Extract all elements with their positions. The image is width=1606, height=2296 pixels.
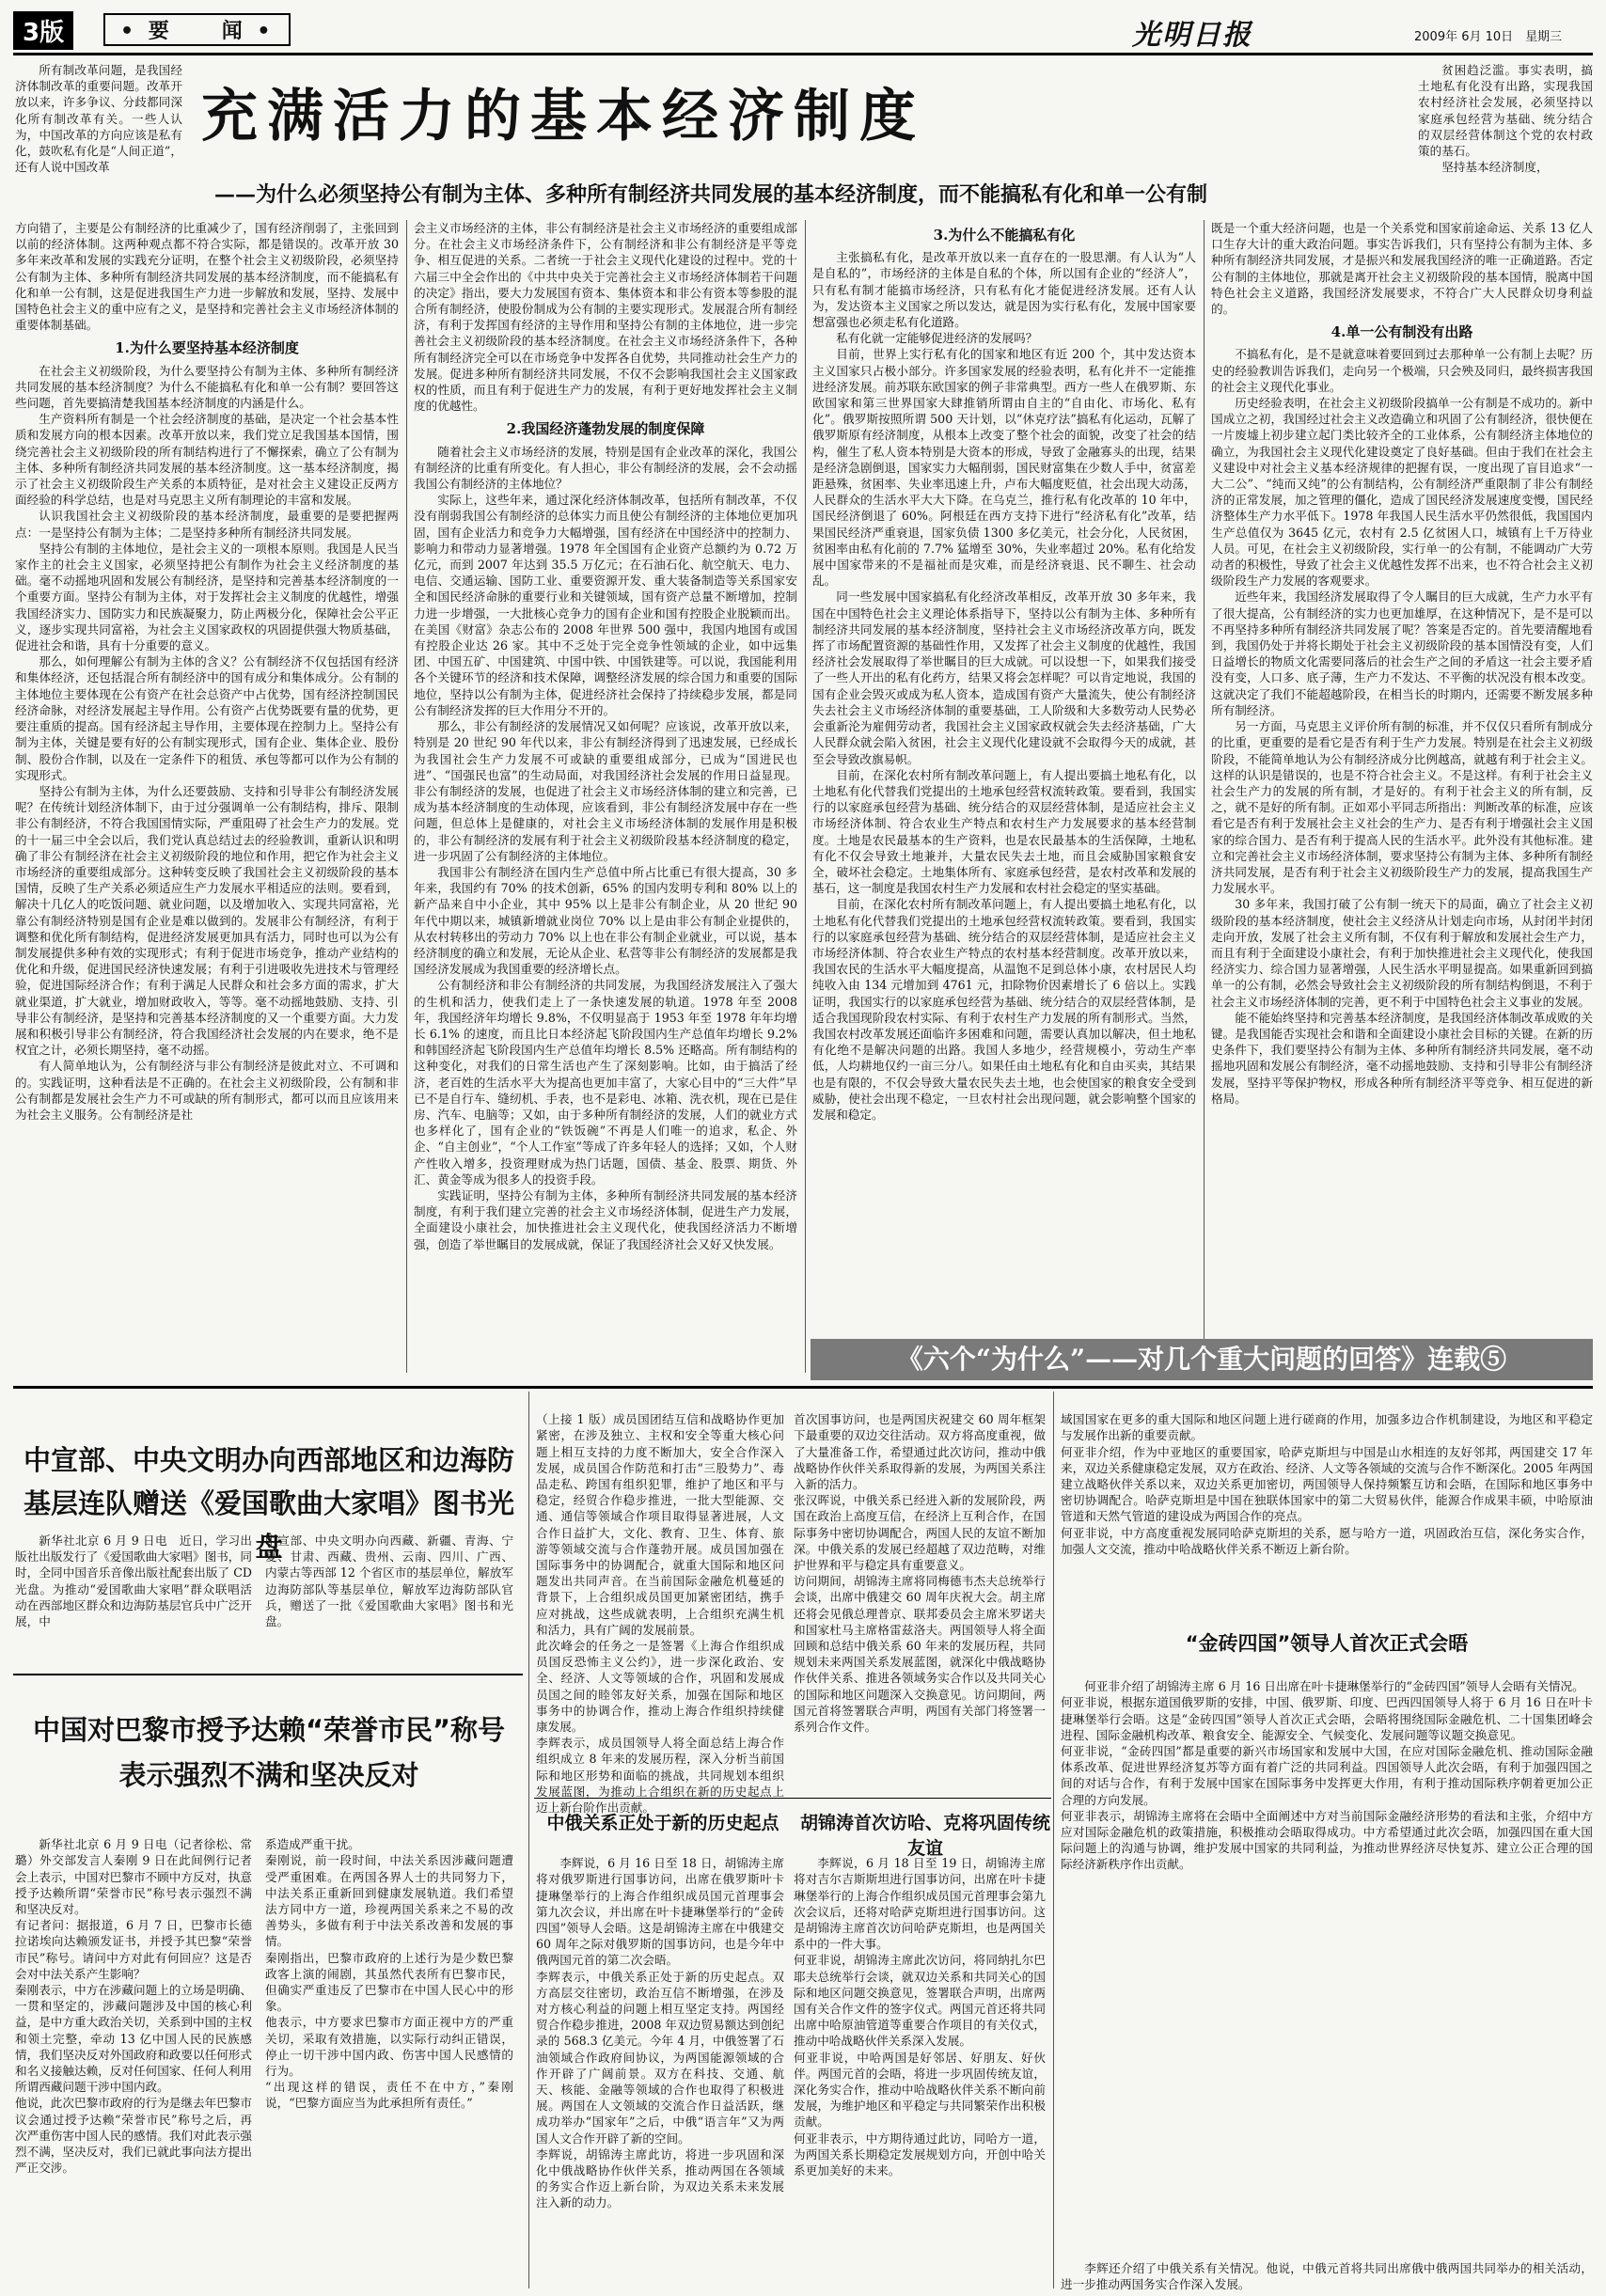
col2-paragraph: 那么，非公有制经济的发展情况又如何呢？应该说，改革开放以来，特别是 20 世纪 90 年代以来，非公有制经济得到了迅速发展，已经成长为我国社会生产力发展不可或缺的重要组成部分，已成为“国进民也进”、“国强民也富”的生动局面，对我国经济社会发展的作用日益显现。非公有制经济的发展，也促进了社会主义市场经济体制的建立和完善，已成为基本经济制度的生动体现，应该看到，非公有制经济发展中存在一些问题，但总体上是健康的，对社会主义市场经济体制的发展作用是积极的，非公有制经济的发展有利于社会主义初级阶段基本经济制度的稳定，进一步巩固了公有制经济的主体地位。 [414,719,797,863]
news3-col3 [1061,1395,1593,1619]
section-name: • 要 闻 • [103,13,291,46]
news1-title-line1: 中宣部、中央文明办向西部地区和边海防 [23,1444,514,1476]
col3-paragraph: 目前，世界上实行私有化的国家和地区有近 200 个，其中发达资本主义国家只占极小部分。许多国家发展的经验表明，私有化并不一定能推进经济发展。前苏联东欧国家的例子非常典型。西方一些人在俄罗斯、东欧国家和第三世界国家大肆推销所谓由自主的“自由化、市场化、私有化”。俄罗斯按照所谓 500 天计划，以“休克疗法”搞私有化运动，瓦解了俄罗斯原有经济制度，从根本上改变了整个社会的面貌，改变了社会的结构，催生了私人资本特别是大资本的形成，导致了金融寡头的出现，结果是经济急剧倒退，国家实力大幅削弱，国民财富集在少数人手中，贫富差距悬殊，贫困率、失业率迅速上升，卢布大幅度贬值，社会出现大动荡，人民群众的生活水平大大下降。在乌克兰，推行私有化改革的 10 年中，国民经济倒退了 60%。阿根廷在西方支持下进行“经济私有化”改革，结果国民经济严重衰退，国家负债 1300 多亿美元，社会分化，人民贫困，贫困率由私有化前的 7.7% 猛增至 30%，失业率超过 20%。私有化给发展中国家带来的不是福祉而是灾难，而是经济衰退、民不聊生、社会动乱。 [812,347,1196,589]
news4-body-end [1061,2260,1593,2290]
col3-paragraph: 目前，在深化农村所有制改革问题上，有人提出要搞土地私有化，以土地私有化代替我们党提出的土地承包经营权流转政策。要看到，我国实行的以家庭承包经营为基础、统分结合的双层经营体制，是适应社会主义市场经济体制、符合农业生产特点的农村基本经营制度。改革开放以来，我国农民的生活水平大幅度提高，从温饱不足到总体小康，农村居民人均纯收入由 134 元增加到 4761 元，扣除物价因素增长了 6 倍以上。实践证明，我国实行的以家庭承包经营为基础、统分结合的双层经营体制，是适合我国现阶段农村实际、有利于农村生产力发展的所有制形式。当然，我国农村改革发展还面临许多困难和问题，需要认真加以解决，但土地私有化绝不是解决问题的出路。我国人多地少，经营规模小，劳动生产率低，人均耕地仅约一亩三分八。如果任由土地私有化和自由买卖，其结果也是有限的，不仅会导致大量农民失去土地，也会使国家的粮食安全受到威胁，使社会出现不稳定，一旦农村社会出现问题，就会影响整个国家的发展和稳定。 [812,897,1196,1122]
col2-paragraph: 我国非公有制经济在国内生产总值中所占比重已有很大提高，30 多年来，我国约有 70% 的技术创新，65% 的国内发明专利和 80% 以上的新产品来自中小企业，其中 95% 以上是非公有制企业，从 20 世纪 90 年代中期以来，城镇新增就业岗位 70% 以上是由非公有制企业提供的，从农村转移出的劳动力 70% 以上也在非公有制企业就业，可以说，基本经济制度的确立和发展，无论从企业、私营等非公有制经济的发展都是我国经济发展成为我国重要的经济增长点。 [414,864,797,977]
feature-column-1 [15,220,399,1373]
col4-paragraph: 30 多年来，我国打破了公有制一统天下的局面，确立了社会主义初级阶段的基本经济制度，使社会主义经济从计划走向市场，从封闭半封闭走向开放，发展了社会主义所有制，不仅有利于解放和发展社会生产力，而且有利于全面建设小康社会，有利于加快推进社会主义现代化，使我国经济实力、综合国力显著增强，人民生活水平明显提高。如果重新回到搞单一的公有制，必然会导致社会主义初级阶段的所有制结构倒退，不利于社会主义市场经济体制的完善，更不利于中国特色社会主义事业的发展。 [1211,897,1593,1009]
news1-body-left [15,1533,252,1664]
news2-title-line2: 表示强烈不满和坚决反对 [118,1759,419,1791]
col4-paragraph: 能不能始终坚持和完善基本经济制度，是我国经济体制改革成败的关键。是我国能否实现社会和谐和全面建设小康社会目标的关键。在新的历史条件下，我们要坚持公有制为主体、多种所有制经济共同发展，毫不动摇地巩固和发展公有制经济，毫不动摇地鼓励、支持和引导非公有制经济发展，坚持平等保护物权，形成各种所有制经济平等竞争、相互促进的新格局。 [1211,1010,1593,1106]
news1-title-line2: 基层连队赠送《爱国歌曲大家唱》图书光盘 [23,1487,514,1563]
col1-paragraph: 坚持公有制的主体地位，是社会主义的一项根本原则。我国是人民当家作主的社会主义国家，必须坚持把公有制作为社会主义经济制度的基础。毫不动摇地巩固和发展公有制经济，是坚持和完善基本经济制度的一个重要方面。坚持公有制为主体，对于发挥社会主义制度的优越性，增强我国经济实力、国防实力和民族凝聚力，防止两极分化，保障社会公平正义，逐步实现共同富裕，为社会主义国家政权的巩固提供强大物质基础，促进社会和谐，具有十分重要的意义。 [15,541,399,653]
news2-title-line1: 中国对巴黎市授予达赖“荣誉市民”称号 [32,1714,506,1746]
feature-intro [15,62,182,218]
news4-paragraph: 何亚非介绍了胡锦涛主席 6 月 16 日出席在叶卡捷琳堡举行的“金砖四国”领导人会晤有关情况。 何亚非说，根据东道国俄罗斯的安排，中国、俄罗斯、印度、巴西四国领导人将于 6 月 16 日在叶卡捷琳堡举行会晤。这是“金砖四国”领导人首次正式会晤，会晤将围绕国际金融危机、二十国集团峰会进程、国际金融机构改革、粮食安全、能源安全、气候变化、发展问题等议题交换意见。 何亚非说，“金砖四国”都是重要的新兴市场国家和发展中大国，在应对国际金融危机、推动国际金融体系改革、促进世界经济复苏等方面有着广泛的共同利益。四国领导人此次会晤，有利于加强四国之间的对话与合作，有利于发展中国家在国际事务中发挥更大作用，有利于推动国际秩序朝着更加公正合理的方向发展。 何亚非表示，胡锦涛主席将在会晤中全面阐述中方对当前国际金融经济形势的看法和主张，介绍中方应对国际金融危机的政策措施，积极推动会晤取得成功。中方希望通过此次会晤，加强四国在重大国际问题上的沟通与协调，维护发展中国家的共同利益，为推动世界经济尽快复苏、建立公正合理的国际经济新秩序作出贡献。 [1061,1679,1593,1872]
feature-column-3 [812,220,1196,1373]
news3-paragraph: 李辉说，6 月 18 日至 19 日，胡锦涛主席将对吉尔吉斯斯坦进行国事访问，出席在叶卡捷琳堡举行的上海合作组织成员国元首理事会第九次会议后，还将对哈萨克斯坦进行国事访问。这是胡锦涛主席首次访问哈萨克斯坦，也是两国关系中的一件大事。 何亚非说，胡锦涛主席此次访问，将同纳扎尔巴耶夫总统举行会谈，就双边关系和共同关心的国际和地区问题交换意见，签署联合声明，出席两国有关合作文件的签字仪式。两国元首还将共同出席中哈原油管道等重要合作项目的有关仪式，推动中哈战略伙伴关系深入发展。 何亚非说，中哈两国是好邻居、好朋友、好伙伴。两国元首的会晤，将进一步巩固传统友谊，深化务实合作，推动中哈战略伙伴关系不断向前发展，为维护地区和平稳定与共同繁荣作出积极贡献。 何亚非表示，中方期待通过此访，同哈方一道，为两国关系长期稳定发展规划方向，开创中哈关系更加美好的未来。 [794,1856,1046,2178]
news3-subtitle-left: 中俄关系正处于新的历史起点 [546,1813,779,1833]
section-heading-4: 4.单一公有制没有出路 [1330,323,1473,341]
col3-paragraph: 私有化就一定能够促进经济的发展吗？ [836,331,1038,346]
col2-paragraph: 随着社会主义市场经济的发展，特别是国有企业改革的深化，我国公有制经济的比重有所变化。有人担心，非公有制经济的发展，会不会动摇我国公有制经济的主体地位？ [414,444,797,492]
news2-title [15,1707,523,1798]
news3-paragraph: 首次国事访问，也是两国庆祝建交 60 周年框架下最重要的双边交往活动。双方将高度重视，做了大量准备工作，希望通过此次访问，推动中俄战略协作伙伴关系取得新的发展，为两国关系注入新的活力。 张汉晖说，中俄关系已经进入新的发展阶段，两国在政治上高度互信，在经济上互利合作，在国际事务中密切协调配合，两国人民的友谊不断加深。中俄关系的发展已经超越了双边范畴，对维护世界和平与稳定具有重要意义。 访问期间，胡锦涛主席将同梅德韦杰夫总统举行会谈，出席中俄建交 60 周年庆祝大会。胡主席还将会见俄总理普京、联邦委员会主席米罗诺夫和国家杜马主席格雷兹洛夫。两国领导人将全面回顾和总结中俄关系 60 年来的发展历程，共同规划未来两国关系发展蓝图，就深化中俄战略协作伙伴关系、推进各领域务实合作以及共同关心的国际和地区问题深入交换意见。访问期间，两国元首将签署联合声明，两国有关部门将签署一系列合作文件。 [794,1412,1046,1735]
feature-right-corner [1418,62,1593,218]
right-corner-text-2: 坚持基本经济制度， [1441,160,1549,175]
intro-paragraph: 所有制改革问题，是我国经济体制改革的重要问题。改革开放以来，许多争议、分歧都同深化所有制改革有关。一些人认为，中国改革的方向应该是私有化，鼓吹私有化是“人间正道”，还有人说中国改革 [15,63,182,175]
col1-paragraph: 认识我国社会主义初级阶段的基本经济制度，最重要的是要把握两点：一是坚持公有制为主体；二是坚持多种所有制经济共同发展。 [15,509,399,540]
col4-top-text: 既是一个重大经济问题，也是一个关系党和国家前途命运、关系 13 亿人口生存大计的重大政治问题。事实告诉我们，只有坚持公有制为主体、多种所有制经济共同发展，才是振兴和发展我国经济的唯一正确道路。否定公有制的主体地位，那就是离开社会主义初级阶段的基本国情，脱离中国特色社会主义道路，我国经济发展要求，不符合广大人民群众切身利益的。 [1211,221,1593,317]
news2-body-right [265,1820,513,2287]
issue-date: 2009年 6月 10日 星期三 [1414,30,1563,44]
header-rule [13,53,1593,55]
col1-paragraph: 那么，如何理解公有制为主体的含义？公有制经济不仅包括国有经济和集体经济，还包括混合所有制经济中的国有成分和集体成分。公有制的主体地位主要体现在公有资产在社会总资产中占优势，国有经济控制国民经济命脉，对经济发展起主导作用。公有资产占优势既要有量的优势，更要注重质的提高。国有经济起主导作用，主要体现在控制力上。坚持公有制为主体，关键是要有好的公有制实现形式，国有企业、集体企业、股份制、股份合作制，以及在一定条件下的租赁、承包等都可以作为公有制的实现形式。 [15,654,399,782]
news3-col2 [794,1395,1046,1794]
col1-top-text: 方向错了，主要是公有制经济的比重减少了，国有经济削弱了，主张回到以前的经济体制。这两种观点都不符合实际，都是错误的。改革开放 30 多年来改革和发展的实践充分证明，在整个社会主义初级阶段，必须坚持公有制为主体、多种所有制经济共同发展的基本经济制度，而不能搞私有化和单一公有制，这是促进我国生产力进一步解放和发展，坚持、发展中国特色社会主义的重中应有之义，是坚持和完善社会主义市场经济体制的重要体制基础。 [15,221,399,333]
news3-col-left [536,1839,784,2288]
news3-paragraph: 域国国家在更多的重大国际和地区问题上进行磋商的作用，加强多边合作机制建设，为地区和平稳定与发展作出新的重要贡献。 何亚非介绍，作为中亚地区的重要国家，哈萨克斯坦与中国是山水相连的友好邻邦，两国建交 17 年来，双边关系健康稳定发展，双方在政治、经济、人文等各领域的交流与合作不断深化。2005 年两国建立战略伙伴关系以来，双边关系更加密切，两国领导人保持频繁互访和会晤，在国际和地区事务中密切协调配合。哈萨克斯坦是中国在独联体国家中的第二大贸易伙伴，能源合作成果丰硕，中哈原油管道和天然气管道的建设成为两国合作的亮点。 何亚非说，中方高度重视发展同哈萨克斯坦的关系，愿与哈方一道，巩固政治互信，深化务实合作，加强人文交流，推动中哈战略伙伴关系不断迈上新台阶。 [1061,1412,1593,1556]
col1-paragraph: 有人简单地认为，公有制经济与非公有制经济是彼此对立、不可调和的。实践证明，这种看法是不正确的。在社会主义初级阶段，公有制和非公有制都是发展社会生产力不可或缺的所有制形式，都可以而且应该用来为社会主义服务。公有制经济是社 [15,1059,399,1122]
col3-paragraph: 目前，在深化农村所有制改革问题上，有人提出要搞土地私有化，以土地私有化代替我们党提出的土地承包经营权流转政策。要看到，我国实行的以家庭承包经营为基础、统分结合的双层经营体制，是适应社会主义市场经济体制、符合农业生产特点和农村生产力发展要求的基本经营制度。土地是农民最基本的生产资料，也是农民最基本的生活保障，土地私有化不仅会导致土地兼并，大量农民失去土地，而且会威胁国家粮食安全，破坏社会稳定。土地集体所有、家庭承包经营，是农村改革和发展的基石，这一制度是我国农村生产力发展和农村社会稳定的坚实基础。 [812,767,1196,896]
feature-column-2 [414,220,797,1373]
col4-paragraph: 不搞私有化，是不是就意味着要回到过去那种单一公有制上去呢？历史的经验教训告诉我们，走向另一个极端，只会殃及同归，最终损害我国的社会主义现代化事业。 [1211,347,1593,394]
masthead-logo: 光明日报 [1132,19,1252,52]
col4-paragraph: 另一方面，马克思主义评价所有制的标准，并不仅仅只看所有制成分的比重，更重要的是看它是否有利于生产力发展。特别是在社会主义初级阶段，不能简单地认为公有制经济成分比例越高，就越有利于社会主义。这样的认识是错误的，也是不符合社会主义。不是这样。有利于社会主义社会生产力的发展的所有制，才是好的。有利于社会主义的所有制，反之，就不是好的所有制。正如邓小平同志所指出：判断改革的标准，应该看它是否有利于发展社会主义社会的生产力、是否有利于增强社会主义国家的综合国力、是否有利于提高人民的生活水平。此外没有其他标准。建立和完善社会主义市场经济体制，要求坚持公有制为主体、多种所有制经济共同发展，是否有利于社会主义初级阶段生产力的发展，提高我国生产力发展水平。 [1211,719,1593,896]
column-divider [528,1392,529,2288]
news3-col1 [536,1395,784,1816]
news1-body-right [265,1533,513,1664]
page-number: 3版 [13,11,73,50]
col2-paragraph: 公有制经济和非公有制经济的共同发展，为我国经济发展注入了强大的生机和活力，使我们走上了一条快速发展的轨道。1978 年至 2008 年，我国经济年均增长 9.8%，不仅明显高于 1953 年至 1978 年年均增长 6.1% 的速度，而且比日本经济起飞阶段国内生产总值年均增长 9.2% 和韩国经济起飞阶段国内生产总值年均增长 8.5% 还略高。所有制结构的这种变化，对我们的日常生活也产生了深刻影响。比如，由于搞活了经济，老百姓的生活水平大为提高也更加丰富了，大家心目中的“三大件”早已不是自行车、缝纫机、手表，也不是彩电、冰箱、洗衣机，现在已是住房、汽车、电脑等；又如，由于多种所有制经济的发展，人们的就业方式也多样化了，国有企业的“铁饭碗”不再是人们唯一的追求，私企、外企、“自主创业”，“个人工作室”等成了许多年轻人的选择；又如，个人财产性收入增多，投资理财成为热门话题，国债、基金、股票、期货、外汇、黄金等成为很多人的投资手段。 [414,978,797,1187]
section-heading-1: 1.为什么要坚持基本经济制度 [115,339,299,357]
news-divider [13,1674,523,1675]
feature-column-4 [1211,220,1593,1301]
col3-paragraph: 同一些发展中国家搞私有化经济改革相反，改革开放 30 多年来，我国在中国特色社会主义理论体系指导下，坚持以公有制为主体、多种所有制经济共同发展的基本经济制度，坚持社会主义市场经济改革方向，既发挥了市场配置资源的基础性作用，又发挥了社会主义制度的优越性，我国经济社会发展取得了举世瞩目的巨大成就。可以设想一下，如果我们接受了一些人开出的私有化药方，结果又将会怎样呢？可以肯定地说，我国的国有企业会毁灭或成为私人资本，造成国有资产大量流失，使公有制经济失去社会主义市场经济体制的重要基础，工人阶级和大多数劳动人民势必会重新沦为雇佣劳动者，我国社会主义国家政权就会失去经济基础，广大人民群众就会陷入贫困，社会主义现代化建设就不会取得今天的成就，甚至会导致改旗易帜。 [812,590,1196,766]
news2-paragraph: 新华社北京 6 月 9 日电（记者徐松、常璐）外交部发言人秦刚 9 日在此间例行记者会上表示，中国对巴黎市不顾中方反对，执意授予达赖所谓“荣誉市民”称号表示强烈不满和坚决反对。 有记者问：据报道，6 月 7 日，巴黎市长德拉诺埃向达赖颁发证书，并授予其巴黎“荣誉市民”称号。请问中方对此有何回应？这是否会对中法关系产生影响？ 秦刚表示，中方在涉藏问题上的立场是明确、一贯和坚定的，涉藏问题涉及中国的核心利益，是中方重大政治关切，关系到中国的主权和领土完整，牵动 13 亿中国人民的民族感情，我们坚决反对外国政府和政要以任何形式和名义接触达赖，反对任何国家、任何人利用所谓西藏问题干涉中国内政。 他说，此次巴黎市政府的行为是继去年巴黎市议会通过授予达赖“荣誉市民”称号之后，再次严重伤害中国人民的感情。我们对此表示强烈不满，坚决反对，我们已就此事向法方提出严正交涉。 [15,1837,252,2176]
news4-paragraph: 李辉还介绍了中俄关系有关情况。他说，中俄元首将共同出席俄中俄两国共同举办的相关活动，进一步推动两国务实合作深入发展。 [1061,2261,1593,2292]
column-divider [406,220,407,1373]
col2-paragraph: 会主义市场经济的主体，非公有制经济是社会主义市场经济的重要组成部分。在社会主义市场经济条件下，公有制经济和非公有制经济是平等竞争、相互促进的关系。二者统一于社会主义现代化建设的过程中。党的十六届三中全会作出的《中共中央关于完善社会主义市场经济体制若干问题的决定》指出，要大力发展国有资本、集体资本和非公有资本等参股的混合所有制经济，使股份制成为公有制的主要实现形式。发展混合所有制经济，有利于发挥国有经济的主导作用和坚持公有制的主体地位，进一步完善社会主义初级阶段的基本经济制度。在社会主义市场经济条件下，各种所有制经济完全可以在市场竞争中发挥各自优势，共同推动社会生产力的发展。促进多种所有制经济共同发展，不仅不会影响我国社会主义国家政权的性质，而且有利于促进生产力的发展，有利于更好地发挥社会主义制度的优越性。 [414,221,797,414]
news3-paragraph: 李辉说，6 月 16 日至 18 日，胡锦涛主席将对俄罗斯进行国事访问，出席在俄罗斯叶卡捷琳堡举行的上海合作组织成员国元首理事会第九次会议，并出席在叶卡捷琳堡举行的“金砖四国”领导人会晤。这是胡锦涛主席在中俄建交 60 周年之际对俄罗斯的国事访问，也是今年中俄两国元首的第二次会晤。 李辉表示，中俄关系正处于新的历史起点。双方高层交往密切，政治互信不断增强，在涉及对方核心利益的问题上相互坚定支持。两国经贸合作稳步推进，2008 年双边贸易额达到创纪录的 568.3 亿美元。今年 4 月，中俄签署了石油领域合作政府间协议，为两国能源领域的合作开辟了广阔前景。双方在科技、交通、航天、核能、金融等领域的合作也取得了积极进展。两国在人文领域的交流合作日益活跃，继成功举办“国家年”之后，中俄“语言年”又为两国人文合作开辟了新的空间。 李辉说，胡锦涛主席此访，将进一步巩固和深化中俄战略协作伙伴关系，推动两国在各领域的务实合作迈上新台阶，为双边关系未来发展注入新的动力。 [536,1856,784,2210]
right-corner-text: 贫困趋泛滥。事实表明，搞土地私有化没有出路，实现我国农村经济社会发展，必须坚持以家庭承包经营为基础、统分结合的双层经营体制这个党的农村政策的基石。 [1418,63,1593,159]
col4-paragraph: 历史经验表明，在社会主义初级阶段搞单一公有制是不成功的。新中国成立之初，我国经过社会主义改造确立和巩固了公有制经济，很快便在一片废墟上初步建立起门类比较齐全的工业体系，公有制经济主体地位的确立，为我国社会主义现代化建设奠定了良好基础。但由于我们在社会主义建设中对社会主义基本经济规律的把握有误，一度出现了盲目追求“一大二公”、“纯而又纯”的公有制结构，公有制经济严重限制了非公有制经济的正常发展，加之管理的僵化，造成了国民经济发展速度变慢，国民经济整体生产力水平低下。1978 年我国人民生活水平仍然很低，我国国内生产总值仅为 3645 亿元，农村有 2.5 亿贫困人口，城镇有上千万待业人员。可见，在社会主义初级阶段，实行单一的公有制，不能调动广大劳动者的积极性，导致了社会主义优越性发挥不出来，也不符合社会主义初级阶段生产力发展的客观要求。 [1211,396,1593,589]
col1-paragraph: 坚持公有制为主体，为什么还要鼓励、支持和引导非公有制经济发展呢？在传统计划经济体制下，由于过分强调单一公有制结构，排斥、限制非公有制经济，不符合我国国情实际，严重阻碍了社会生产力的发展。党的十一届三中全会以后，我们党认真总结过去的经验教训，重新认识和明确了非公有制经济在社会主义初级阶段的地位和作用，把它作为社会主义市场经济的重要组成部分。这种转变反映了我国社会主义初级阶段的基本国情，反映了生产关系必须适应生产力发展水平相适应的法则。要看到，解决十几亿人的吃饭问题、就业问题，以及增加收入、实现共同富裕，光靠公有制经济特别是国有企业是难以做到的。发展非公有制经济，有利于调整和优化所有制结构，促进经济发展更加具有活力，同时也可以为公有制发展提供多种有效的实现形式；有利于促进市场竞争，推动产业结构的优化和升级，促进国民经济快速发展；有利于引进吸收先进技术与管理经验，促进国际经济合作；有利于满足人民群众和社会多方面的需求，扩大就业渠道，扩大就业，增加财政收入，等等。毫不动摇地鼓励、支持、引导非公有制经济，是坚持和完善基本经济制度的又一个重要方面。大力发展和积极引导非公有制经济，符合我国经济社会发展的内在要求，绝不是权宜之计，必须长期坚持，毫不动摇。 [15,783,399,1058]
news-divider [534,1798,1051,1799]
col1-paragraph: 在社会主义初级阶段，为什么要坚持公有制为主体、多种所有制经济共同发展的基本经济制度？为什么不能搞私有化和单一公有制？要回答这些问题，首先要搞清楚我国基本经济制度的内涵是什么。 [15,363,399,411]
col3-paragraph: 主张搞私有化，是改革开放以来一直存在的一股思潮。有人认为“人是自私的”，市场经济的主体是自私的个体，所以国有企业的“经济人”，只有私有制才能搞市场经济，只有私有化才能促进经济发展。还有人认为，发达资本主义国家之所以发达，就是因为实行私有化，发展中国家要想富强也必须走私有化道路。 [812,250,1196,330]
feature-subheadline: ——为什么必须坚持公有制为主体、多种所有制经济共同发展的基本经济制度，而不能搞私有化和单一公有制 [214,182,1208,207]
col1-paragraph: 生产资料所有制是一个社会经济制度的基础，是决定一个社会基本性质和发展方向的根本因素。改革开放以来，我们党立足我国基本国情，围绕完善社会主义初级阶段的所有制结构进行了不懈探索，确立了公有制为主体、多种所有制经济共同发展的基本经济制度。这一基本经济制度，揭示了社会主义初级阶段生产关系的本质特征，是对社会主义建设正反两方面经验的科学总结，也是对马克思主义所有制理论的丰富和发展。 [15,412,399,508]
col2-paragraph: 实际上，这些年来，通过深化经济体制改革，包括所有制改革，不仅没有削弱我国公有制经济的总体实力而且使公有制经济的主体地位更加巩固，国有企业活力和竞争力大幅增强，国有经济在中国经济中的控制力、影响力和带动力显著增强。1978 年全国国有企业资产总额约为 0.72 万亿元，而到 2007 年达到 35.5 万亿元；在石油石化、航空航天、电力、电信、交通运输、国防工业、重要资源开发、重大装备制造等关系国家安全和国民经济命脉的重要行业和关键领域，国有资产总量不断增加，控制力进一步增强，一大批核心竞争力的国有企业和国有控股企业脱颖而出。在美国《财富》杂志公布的 2008 年世界 500 强中，我国内地国有或国有控股企业达 26 家。其中不乏处于完全竞争性领域的企业，如中远集团、中国五矿、中国建筑、中国中铁、中国铁建等。可以说，我国能利用各个关键环节的经济和技术保障，调整经济发展的综合国力和重要的国际地位，坚持以公有制为主体，促进经济社会保持了持续稳步发展，都是同公有制经济发挥的巨大作用分不开的。 [414,493,797,717]
news1-paragraph: 中宣部、中央文明办向西藏、新疆、青海、宁夏、甘肃、西藏、贵州、云南、四川、广西、内蒙古等西部 12 个省区市的基层单位，解放军边海防部队等基层单位，解放军边海防部队官兵，赠送了一批《爱国歌曲大家唱》图书和光盘。 [265,1533,513,1629]
news4-body [1061,1662,1593,2264]
feature-headline: 充满活力的基本经济制度 [201,84,925,149]
news4-title: “金砖四国”领导人首次正式会晤 [1185,1632,1469,1655]
news1-paragraph: 新华社北京 6 月 9 日电 近日，学习出版社出版发行了《爱国歌曲大家唱》图书，同时，全同中国音乐音像出版社配套出版了 CD 光盘。为推动“爱国歌曲大家唱”群众联唱活动在西部地区群众和边海防基层官兵中广泛开展，中 [15,1533,252,1629]
news3-col-right [794,1839,1046,2288]
news3-subtitle-right: 胡锦涛首次访哈、克将巩固传统友谊 [799,1813,1050,1859]
page-header [13,11,1593,52]
section-rule [13,1386,1593,1389]
news3-paragraph: （上接 1 版）成员国团结互信和战略协作更加紧密，在涉及独立、主权和安全等重大核心问题上相互支持的力度不断加大，安全合作深入发展，成员国合作防范和打击“三股势力”、毒品走私、跨国有组织犯罪，维护了地区和平与稳定，经贸合作稳步推进，一批大型能源、交通、通信等领域合作项目取得显著进展，人文合作日益扩大，文化、教育、卫生、体育、旅游等领域交流与合作蓬勃开展。成员国加强在国际事务中的协调配合，就重大国际和地区问题发出共同声音。在当前国际金融危机蔓延的背景下，上合组织成员国更加紧密团结，携手应对挑战，这些成就表明，上合组织充满生机和活力，具有广阔的发展前景。 此次峰会的任务之一是签署《上海合作组织成员国反恐怖主义公约》，进一步深化政治、安全、经济、人文等领域的合作，巩固和发展成员国之间的睦邻友好关系，加强在国际和地区事务中的协调合作，推动上海合作组织持续健康发展。 李辉表示，成员国领导人将全面总结上海合作组织成立 8 年来的发展历程，深入分析当前国际和地区形势和面临的挑战，共同规划本组织发展蓝图，为推动上合组织在新的历史起点上迈上新台阶作出贡献。 [536,1412,784,1816]
news2-body-left [15,1820,252,2287]
column-divider [805,220,806,1373]
section-heading-2: 2.我国经济蓬勃发展的制度保障 [506,420,705,438]
col4-paragraph: 近些年来，我国经济发展取得了令人瞩目的巨大成就，生产力水平有了很大提高，公有制经济的实力也更加雄厚，在这种情况下，是不是可以不再坚持多种所有制经济共同发展了呢？答案是否定的。首先要清醒地看到，我国仍处于并将长期处于社会主义初级阶段的基本国情没有变，人们日益增长的物质文化需要同落后的社会生产之间的矛盾这一社会主要矛盾没有变，人口多、底子薄，生产力不发达、不平衡的状况没有根本改变。这就决定了我们不能超越阶段，在相当长的时期内，还需要不断发展多种所有制经济。 [1211,590,1593,717]
column-divider [1053,1392,1054,2288]
news2-paragraph: 系造成严重干扰。 秦刚说，前一段时间，中法关系因涉藏问题遭受严重困难。在两国各界人士的共同努力下，中法关系正重新回到健康发展轨道。我们希望法方同中方一道，珍视两国关系来之不易的改善势头，多做有利于中法关系改善和发展的事情。 秦刚指出，巴黎市政府的上述行为是少数巴黎政客上演的闹剧，其虽然代表所有巴黎市民，但确实严重违反了巴黎市在中国人民心中的形象。 他表示，中方要求巴黎市方面正视中方的严重关切，采取有效措施，以实际行动纠正错误，停止一切干涉中国内政、伤害中国人民感情的行为。 “出现这样的错误，责任不在中方，”秦刚说，“巴黎方面应当为此承担所有责任。” [265,1837,513,2111]
section-heading-3: 3.为什么不能搞私有化 [933,227,1076,244]
serial-banner: 《六个“为什么”——对几个重大问题的回答》连载⑤ [811,1339,1593,1380]
col2-paragraph: 实践证明，坚持公有制为主体，多种所有制经济共同发展的基本经济制度，有利于我们建立完善的社会主义市场经济体制，促进生产力发展，全面建设小康社会，加快推进社会主义现代化，使我国经济活力不断增强，创造了举世瞩目的发展成就，保证了我国经济社会又好又快发展。 [414,1187,797,1251]
